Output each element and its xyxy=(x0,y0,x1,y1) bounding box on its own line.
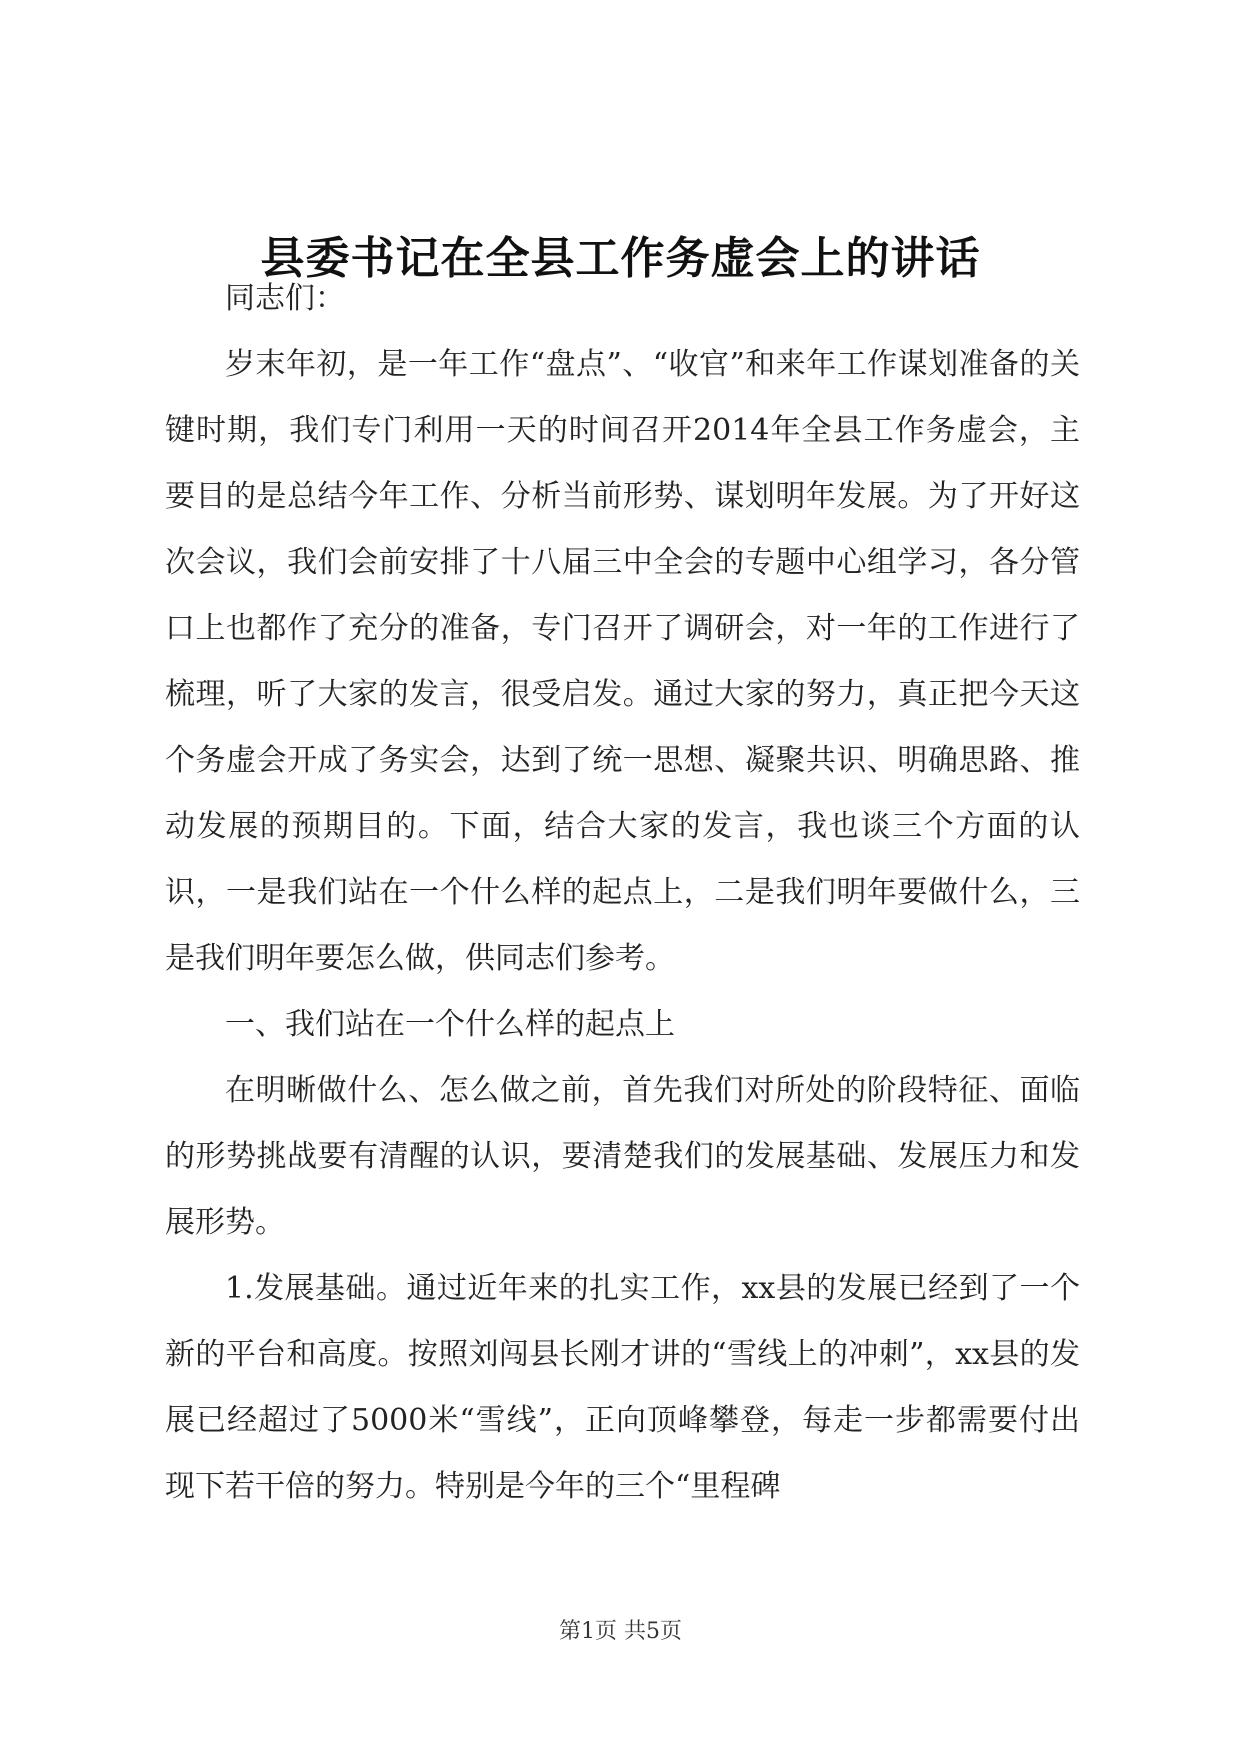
section-heading: 一、我们站在一个什么样的起点上 xyxy=(225,1007,675,1042)
intro-paragraph: 岁末年初，是一年工作“盘点”、“收官”和来年工作谋划准备的关键时期，我们专门利用一天的时间召开2014年全县工作务虚会，主要目的是总结今年工作、分析当前形势、谋划明年发展。为了开好这次会议，我们会前安排了十八届三中全会的专题中心组学习，各分管口上也都作了充分的准备，专门召开了调研会，对一年的工作进行了梳理，听了大家的发言，很受启发。通过大家的努力，真正把今天这个务虚会开成了务实会，达到了统一思想、凝聚共识、明确思路、推动发展的预期目的。下面，结合大家的发言，我也谈三个方面的认识，一是我们站在一个什么样的起点上，二是我们明年要做什么，三是我们明年要怎么做，供同志们参考。 xyxy=(165,347,1080,976)
document-body xyxy=(165,266,1080,1520)
document-title: 县委书记在全县工作务虚会上的讲话 xyxy=(260,233,981,284)
body-paragraph: 在明晰做什么、怎么做之前，首先我们对所处的阶段特征、面临的形势挑战要有清醒的认识，要清楚我们的发展基础、发展压力和发展形势。 xyxy=(165,1073,1080,1240)
salutation-paragraph: 同志们： xyxy=(225,281,345,316)
page-footer: 第1页 共5页 xyxy=(559,1619,682,1644)
body-paragraph: 1.发展基础。通过近年来的扎实工作，xx县的发展已经到了一个新的平台和高度。按照刘闯县长刚才讲的“雪线上的冲刺”，xx县的发展已经超过了5000米“雪线”，正向顶峰攀登，每走一步都需要付出现下若干倍的努力。特别是今年的三个“里程碑 xyxy=(165,1271,1080,1504)
